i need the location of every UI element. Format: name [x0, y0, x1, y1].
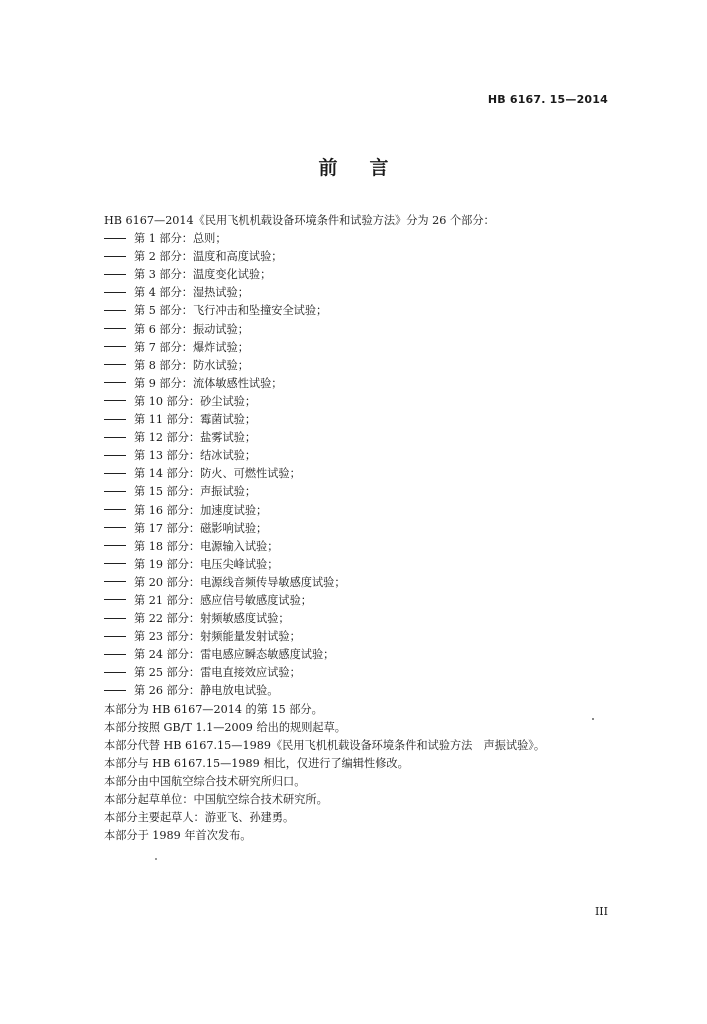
part-label: 第 15 部分：声振试验； — [134, 485, 257, 499]
part-label: 第 3 部分：温度变化试验； — [134, 268, 272, 282]
part-list-item — [104, 321, 624, 339]
part-label: 第 4 部分：湿热试验； — [134, 286, 249, 300]
part-label: 第 22 部分：射频敏感度试验； — [134, 612, 290, 626]
part-label: 第 16 部分：加速度试验； — [134, 503, 268, 517]
part-list-item — [104, 302, 624, 320]
scan-speck — [155, 858, 157, 860]
em-dash-bullet — [104, 419, 126, 420]
em-dash-bullet — [104, 310, 126, 311]
em-dash-bullet — [104, 238, 126, 239]
intro-line: HB 6167—2014《民用飞机机载设备环境条件和试验方法》分为 26 个部分： — [104, 214, 495, 227]
em-dash-bullet — [104, 618, 126, 619]
part-label: 第 11 部分：霉菌试验； — [134, 413, 257, 427]
part-label: 第 26 部分：静电放电试验。 — [134, 684, 279, 698]
part-list-item — [104, 248, 624, 266]
part-list-item — [104, 483, 624, 501]
part-label: 第 10 部分：砂尘试验； — [134, 394, 257, 408]
em-dash-bullet — [104, 256, 126, 257]
em-dash-bullet — [104, 636, 126, 637]
statement-line: 本部分于 1989 年首次发布。 — [104, 829, 252, 843]
part-label: 第 13 部分：结冰试验； — [134, 449, 257, 463]
statement-line: 本部分为 HB 6167—2014 的第 15 部分。 — [104, 702, 323, 716]
em-dash-bullet — [104, 400, 126, 401]
standard-number: HB 6167. 15—2014 — [487, 93, 608, 106]
part-list-item — [104, 429, 624, 447]
em-dash-bullet — [104, 292, 126, 293]
em-dash-bullet — [104, 382, 126, 383]
em-dash-bullet — [104, 599, 126, 600]
part-label: 第 18 部分：电源输入试验； — [134, 539, 279, 553]
em-dash-bullet — [104, 473, 126, 474]
em-dash-bullet — [104, 437, 126, 438]
part-list-item — [104, 520, 624, 538]
part-label: 第 19 部分：电压尖峰试验； — [134, 557, 279, 571]
statement-line: 本部分代替 HB 6167.15—1989《民用飞机机载设备环境条件和试验方法 声振试验》。 — [104, 738, 546, 752]
foreword-body — [104, 212, 624, 845]
em-dash-bullet — [104, 563, 126, 564]
part-list-item — [104, 266, 624, 284]
part-list-item — [104, 447, 624, 465]
part-label: 第 7 部分：爆炸试验； — [134, 340, 249, 354]
em-dash-bullet — [104, 545, 126, 546]
part-list-item — [104, 465, 624, 483]
page-title: 前言 — [318, 157, 421, 179]
em-dash-bullet — [104, 328, 126, 329]
scan-speck — [592, 718, 594, 720]
part-label: 第 6 部分：振动试验； — [134, 322, 249, 336]
part-list-item — [104, 610, 624, 628]
part-list-item — [104, 682, 624, 700]
em-dash-bullet — [104, 654, 126, 655]
part-list-item — [104, 284, 624, 302]
part-list-item — [104, 502, 624, 520]
part-label: 第 12 部分：盐雾试验； — [134, 431, 257, 445]
page-number: III — [594, 905, 608, 918]
part-label: 第 2 部分：温度和高度试验； — [134, 250, 283, 264]
statement-line: 本部分主要起草人：游亚飞、孙建勇。 — [104, 811, 295, 825]
em-dash-bullet — [104, 509, 126, 510]
em-dash-bullet — [104, 364, 126, 365]
part-list-item — [104, 664, 624, 682]
part-label: 第 1 部分：总则； — [134, 232, 227, 246]
em-dash-bullet — [104, 491, 126, 492]
part-list-item — [104, 230, 624, 248]
part-label: 第 17 部分：磁影响试验； — [134, 521, 268, 535]
part-label: 第 24 部分：雷电感应瞬态敏感度试验； — [134, 648, 335, 662]
part-list-item — [104, 628, 624, 646]
part-list-item — [104, 556, 624, 574]
part-list-item — [104, 538, 624, 556]
em-dash-bullet — [104, 527, 126, 528]
statement-line: 本部分起草单位：中国航空综合技术研究所。 — [104, 793, 328, 806]
part-list-item — [104, 592, 624, 610]
statements — [104, 701, 624, 846]
part-label: 第 9 部分：流体敏感性试验； — [134, 376, 283, 390]
part-label: 第 25 部分：雷电直接效应试验； — [134, 666, 301, 680]
statement-line: 本部分按照 GB/T 1.1—2009 给出的规则起草。 — [104, 720, 346, 734]
part-label: 第 14 部分：防火、可燃性试验； — [134, 467, 301, 481]
part-label: 第 23 部分：射频能量发射试验； — [134, 630, 301, 644]
part-label: 第 8 部分：防水试验； — [134, 358, 249, 372]
statement-line: 本部分由中国航空综合技术研究所归口。 — [104, 774, 306, 788]
part-label: 第 20 部分：电源线音频传导敏感度试验； — [134, 575, 346, 589]
part-list-item — [104, 411, 624, 429]
statement-line: 本部分与 HB 6167.15—1989 相比，仅进行了编辑性修改。 — [104, 756, 409, 770]
part-list-item — [104, 574, 624, 592]
part-list-item — [104, 339, 624, 357]
em-dash-bullet — [104, 581, 126, 582]
em-dash-bullet — [104, 274, 126, 275]
parts-list — [104, 230, 624, 700]
part-label: 第 21 部分：感应信号敏感度试验； — [134, 593, 312, 607]
em-dash-bullet — [104, 346, 126, 347]
part-list-item — [104, 393, 624, 411]
em-dash-bullet — [104, 455, 126, 456]
part-list-item — [104, 357, 624, 375]
part-label: 第 5 部分：飞行冲击和坠撞安全试验； — [134, 304, 328, 318]
em-dash-bullet — [104, 672, 126, 673]
em-dash-bullet — [104, 690, 126, 691]
part-list-item — [104, 646, 624, 664]
part-list-item — [104, 375, 624, 393]
